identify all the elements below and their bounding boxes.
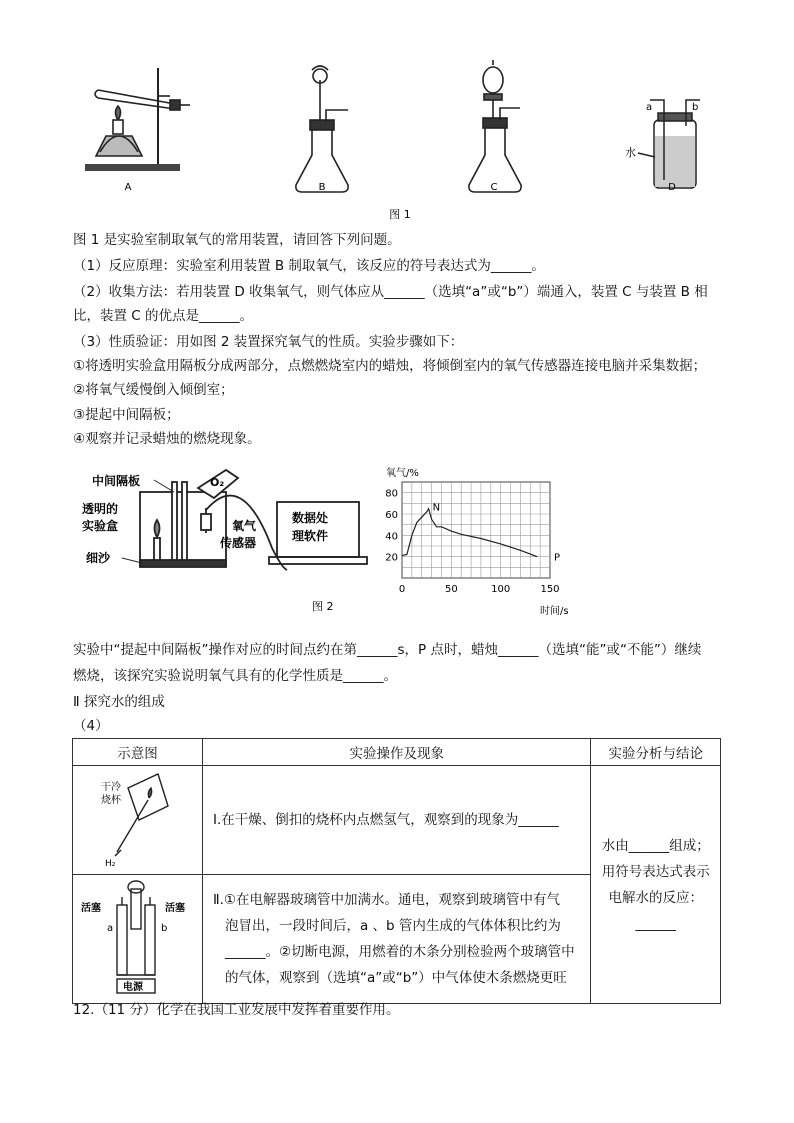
row2-power-label: 电源: [123, 982, 143, 993]
chart-y-tick-label: 20: [385, 552, 398, 564]
question-4: （4）: [73, 718, 109, 734]
row1-cup-label-1: 干冷: [101, 782, 121, 793]
step-3: ③提起中间隔板；: [73, 407, 180, 423]
fig2-o2-label: O₂: [210, 476, 225, 489]
chart-xlabel: 时间/s: [540, 606, 569, 617]
chart-annotation-p: P: [554, 552, 561, 564]
fig1-label-b: B: [318, 182, 326, 193]
chart-annotation-n: N: [432, 502, 441, 514]
chart-series-line: [402, 509, 537, 557]
chart-ylabel: 氧气/%: [386, 468, 419, 479]
apparatus-c: [469, 60, 521, 192]
fig1-d-water: 水: [625, 146, 636, 159]
question-3: （3）性质验证：用如图 2 装置探究氧气的性质。实验步骤如下：: [73, 334, 464, 350]
question-2-line-2: 比，装置 C 的优点是______。: [73, 308, 254, 324]
chart-x-tick-label: 0: [398, 584, 406, 595]
row2-valve-right: 活塞: [165, 903, 185, 914]
chart-frame: [402, 482, 550, 578]
apparatus-a: [85, 68, 190, 171]
fig2-sensor-label-1: 氧气: [232, 519, 257, 533]
row2-line-2: 泡冒出，一段时间后，a 、b 管内生成的气体体积比约为: [224, 918, 561, 934]
question-1: （1）反应原理：实验室利用装置 B 制取氧气，该反应的符号表达式为______。: [73, 258, 545, 274]
fig2-sensor-label-2: 传感器: [220, 536, 257, 550]
question-2-line-1: （2）收集方法：若用装置 D 收集氧气，则气体应从______（选填“a”或“b”）端通入，装置 C 与装置 B 相: [73, 284, 708, 300]
step-1: ①将透明实验盒用隔板分成两部分，点燃燃烧室内的蜡烛，将倾倒室内的氧气传感器连接电脑并采集数据；: [73, 358, 707, 374]
apparatus-d: [638, 100, 700, 188]
chart-x-tick-label: 100: [491, 584, 511, 595]
fig1-label-a: A: [124, 182, 132, 193]
table-header-diagram: 示意图: [73, 739, 203, 766]
chart-x-tick-label: 50: [444, 584, 458, 595]
conclusion-line-4: ______: [635, 915, 676, 932]
intro-text: 图 1 是实验室制取氧气的常用装置，请回答下列问题。: [73, 232, 401, 248]
conclusion-line-1: 水由______组成；: [601, 837, 710, 854]
fig2-partition-label: 中间隔板: [92, 474, 141, 488]
fig1-label-c: C: [490, 182, 498, 193]
electrolysis-diagram: [73, 875, 201, 999]
question-12: 12.（11 分）化学在我国工业发展中发挥着重要作用。: [73, 1002, 400, 1018]
conclusion-line-2: 用符号表达式表示: [601, 863, 710, 880]
hydrogen-burning-diagram: [73, 766, 201, 870]
row1-h2-label: H₂: [105, 859, 116, 869]
row1-diagram: [73, 766, 203, 875]
table-header-operation: 实验操作及现象: [202, 739, 590, 766]
conclusion-line-3: 电解水的反应：: [608, 889, 703, 906]
fig2-caption: 图 2: [312, 600, 334, 613]
fig2-software-label-2: 理软件: [292, 529, 329, 543]
chart-x-tick-label: 150: [540, 584, 560, 595]
experiment-table: [72, 738, 721, 1004]
oxygen-chart: [372, 462, 592, 620]
row1-operation: [202, 766, 590, 875]
row2-line-4: 的气体，观察到（选填“a”或“b”）中气体使木条燃烧更旺: [224, 970, 567, 986]
figure-1: [80, 60, 720, 228]
fig1-d-port-a: a: [646, 102, 653, 113]
after-figure-line-1: 实验中“提起中间隔板”操作对应的时间点约在第______s，P 点时，蜡烛______（选填“能”或“不能”）继续: [73, 642, 702, 658]
row2-operation: [202, 875, 590, 1004]
fig2-sand-label: 细沙: [86, 551, 111, 565]
row2-diagram: [73, 875, 203, 1004]
fig2-box-label-1: 透明的: [82, 502, 119, 516]
fig1-label-d: D: [668, 182, 676, 193]
chart-y-tick-label: 60: [385, 510, 398, 521]
step-2: ②将氧气缓慢倒入倾倒室；: [73, 382, 234, 398]
row2-label-b: b: [161, 923, 168, 934]
fig2-box-label-2: 实验盒: [82, 519, 119, 533]
row1-text: Ⅰ.在干燥、倒扣的烧杯内点燃氢气，观察到的现象为______: [212, 812, 559, 828]
fig1-caption: 图 1: [389, 208, 411, 221]
table-header-conclusion: 实验分析与结论: [591, 739, 721, 766]
row2-valve-left: 活塞: [81, 903, 101, 914]
apparatus-b: [296, 66, 348, 192]
conclusion-cell: [591, 766, 721, 1004]
row1-cup-label-2: 烧杯: [101, 795, 121, 806]
step-4: ④观察并记录蜡烛的燃烧现象。: [73, 431, 261, 447]
chart-y-tick-label: 80: [385, 488, 398, 500]
after-figure-line-2: 燃烧，该探究实验说明氧气具有的化学性质是______。: [73, 668, 397, 684]
row2-line-1: Ⅱ.①在电解器玻璃管中加满水。通电，观察到玻璃管中有气: [212, 892, 561, 908]
section-2-heading: Ⅱ 探究水的组成: [73, 694, 165, 710]
row2-label-a: a: [107, 923, 114, 934]
fig2-software-label-1: 数据处: [292, 511, 329, 525]
fig1-d-port-b: b: [692, 102, 699, 113]
row2-line-3: ______。②切断电源，用燃着的木条分别检验两个玻璃管中: [224, 944, 575, 960]
chart-y-tick-label: 40: [385, 531, 398, 543]
figure-2-apparatus: [72, 458, 382, 618]
